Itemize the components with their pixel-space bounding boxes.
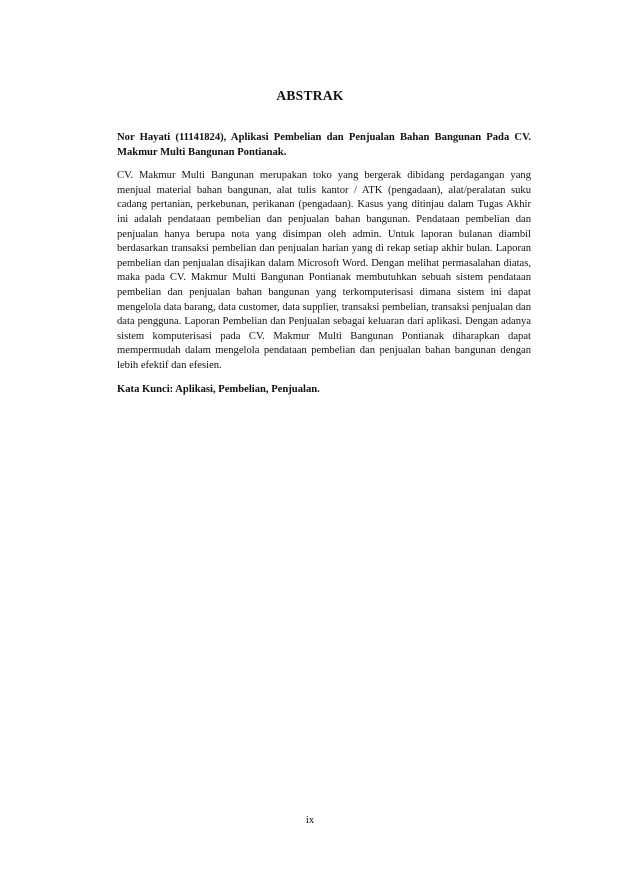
keywords: Kata Kunci: Aplikasi, Pembelian, Penjualan. <box>117 383 320 395</box>
abstract-title: ABSTRAK <box>276 88 344 103</box>
abstract-content <box>117 131 531 397</box>
author-citation: Nor Hayati (11141824), Aplikasi Pembelian dan Penjualan Bahan Bangunan Pada CV. Makmur Multi Bangunan Pontianak. <box>117 132 531 158</box>
abstract-paragraph: CV. Makmur Multi Bangunan merupakan toko yang bergerak dibidang perdagangan yang menjual material bahan bangunan, alat tulis kantor / ATK (pengadaan), alat/peralatan suku cadang pertanian, perkebunan, perikanan (pengadaan). Kasus yang ditinjau dalam Tugas Akhir ini adalah pendataan pembelian dan penjualan bahan bangunan. Pendataan pembelian dan penjualan hanya berupa nota yang disimpan oleh admin. Untuk laporan bulanan diambil berdasarkan transaksi pembelian dan penjualan harian yang di rekap setiap akhir bulan. Laporan pembelian dan penjualan disajikan dalam Microsoft Word. Dengan melihat permasalahan diatas, maka pada CV. Makmur Multi Bangunan Pontianak membutuhkan sebuah sistem pendataan pembelian dan penjualan bahan bangunan yang terkomputerisasi dimana sistem ini dapat mengelola data barang, data customer, data supplier, transaksi pembelian, transaksi penjualan dan data pengguna. Laporan Pembelian dan Penjualan sebagai keluaran dari aplikasi. Dengan adanya sistem komputerisasi pada CV. Makmur Multi Bangunan Pontianak diharapkan dapat mempermudah dalam mengelola pendataan pembelian dan penjualan bahan bangunan dengan lebih efektif dan efesien. <box>117 170 531 371</box>
page-number: ix <box>305 815 315 826</box>
